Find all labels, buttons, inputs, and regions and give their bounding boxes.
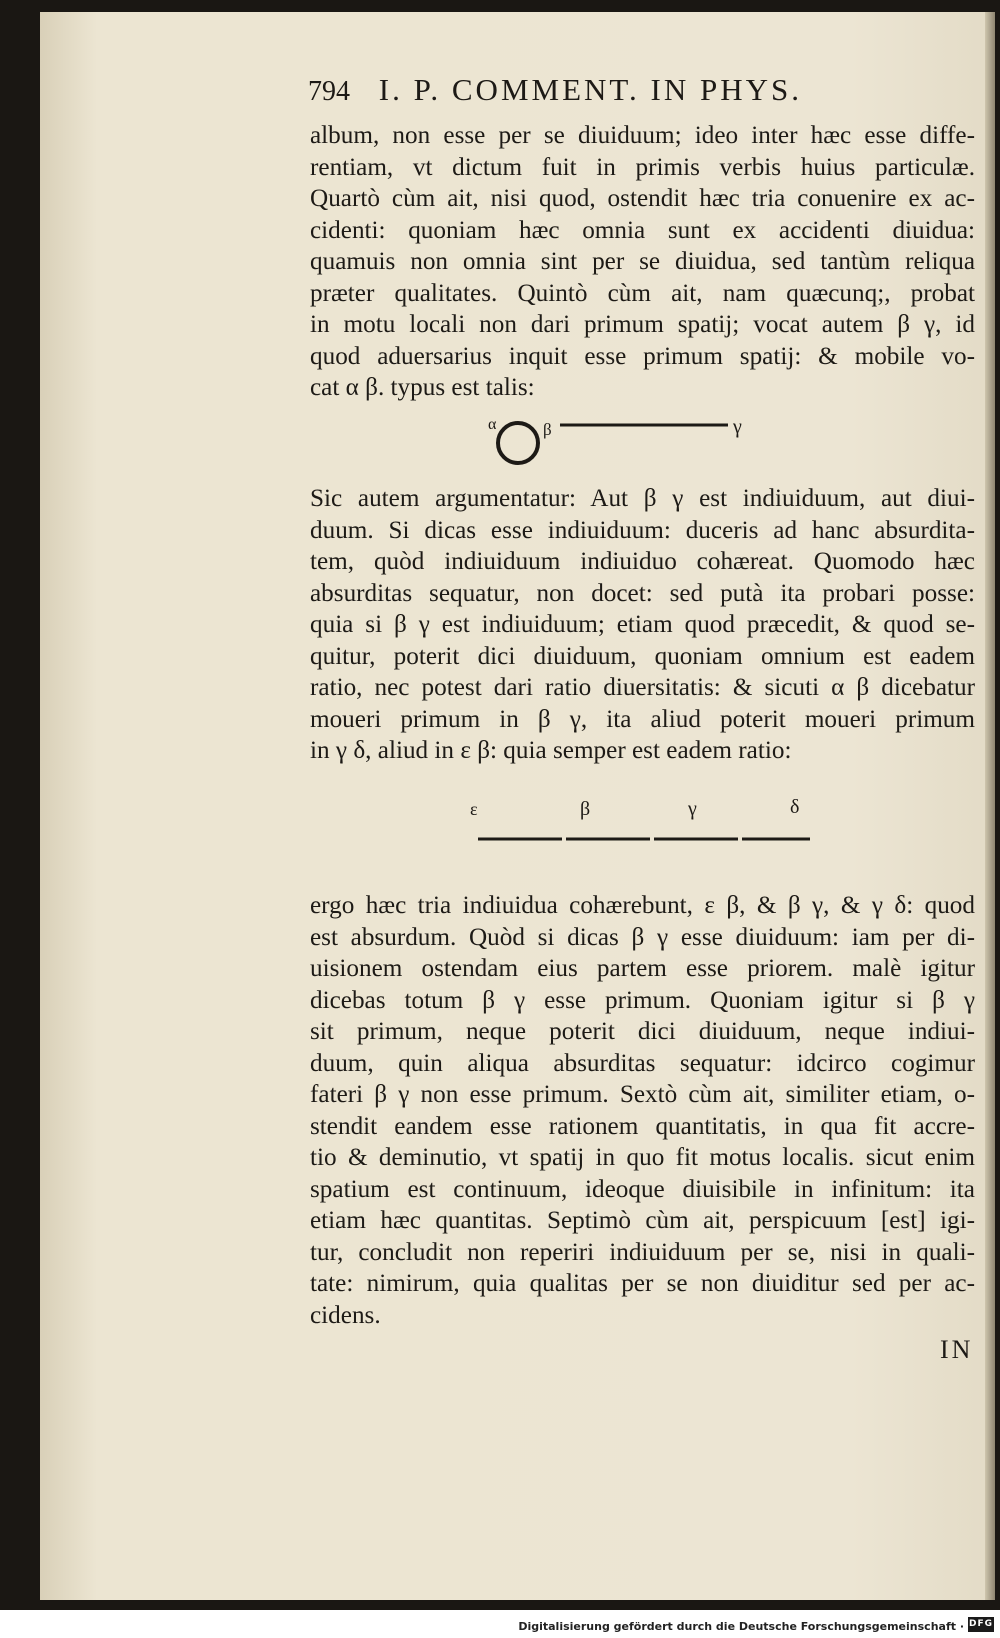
catchword: IN [940,1335,974,1364]
text-line: in motu locali non dari primum spatij; vocat autem β γ, id [310,311,975,338]
diagram-label-beta: β [543,420,552,439]
text-line: tio & deminutio, vt spatij in quo fit motus localis. sicut enim [310,1144,975,1171]
text-line: fateri β γ non esse primum. Sextò cùm ait, similiter etiam, o- [310,1081,975,1108]
diagram-mobile-and-space [488,413,808,473]
diagram-label-gamma: γ [733,416,742,438]
text-line: cidens. [310,1301,381,1329]
diagram-label-gamma: γ [688,798,697,820]
text-line: rentiam, vt dictum fuit in primis verbis huius particulæ. [310,153,975,181]
running-header [308,72,908,108]
text-line: quitur, poterit dici diuiduum, quoniam omnium est eadem [310,642,975,670]
text-line: duum. Si dicas esse indiuiduum: duceris ad hanc absurdita- [310,516,975,544]
text-line: in γ δ, aliud in ε β: quia semper est eadem ratio: [310,737,792,764]
text-line: album, non esse per se diuiduum; ideo inter hæc esse diffe- [310,122,975,149]
text-line: absurditas sequatur, non docet: sed putà ita probari posse: [310,579,975,607]
text-line: quamuis non omnia sint per se diuidua, sed tantùm reliqua [310,248,975,275]
text-line: sit primum, neque poterit dici diuiduum, neque indiui- [310,1018,975,1045]
text-line: est absurdum. Quòd si dicas β γ esse diuiduum: iam per di- [310,923,975,951]
text-line: tem, quòd indiuiduum indiuiduo cohæreat. Quomodo hæc [310,548,975,575]
text-line: quod aduersarius inquit esse primum spatij: & mobile vo- [310,342,975,370]
funding-note: Digitalisierung gefördert durch die Deutsche Forschungsgemeinschaft · [518,1620,964,1633]
text-line: spatium est continuum, ideoque diuisibile in infinitum: ita [310,1175,975,1203]
text-line: cat α β. typus est talis: [310,374,535,401]
diagram-label-epsilon: ε [470,799,478,819]
text-line: dicebas totum β γ esse primum. Quoniam igitur si β γ [310,986,975,1014]
text-line: tur, concludit non reperiri indiuiduum per se, nisi in quali- [310,1238,975,1266]
mobile-circle [498,423,538,463]
text-block-3 [310,890,975,1331]
page-number: 794 [308,76,350,107]
text-line: præter qualitates. Quintò cùm ait, nam quæcunq;, probat [310,279,975,307]
text-line: quia si β γ est indiuiduum; etiam quod præcedit, & quod se- [310,611,975,638]
text-line: ratio, nec potest dari ratio diuersitatis: & sicuti α β dicebatur [310,674,975,701]
text-block-2 [310,483,975,767]
text-line: cidenti: quoniam hæc omnia sunt ex accidenti diuidua: [310,216,975,244]
text-line: etiam hæc quantitas. Septimò cùm ait, perspicuum [est] igi- [310,1207,975,1234]
diagram-label-delta: δ [790,796,800,818]
diagram-label-beta: β [580,798,591,820]
text-line: Sic autem argumentatur: Aut β γ est indiuiduum, aut diui- [310,485,975,512]
diagram-segments [470,795,830,851]
text-line: tate: nimirum, quia qualitas per se non diuiditur sed per ac- [310,1270,975,1297]
diagram-label-alpha: α [488,416,497,433]
text-line: duum, quin aliqua absurditas sequatur: idcirco cogimur [310,1049,975,1077]
text-line: ergo hæc tria indiuidua cohærebunt, ε β, & β γ, & γ δ: quod [310,892,975,919]
text-line: uisionem ostendam eius partem esse priorem. malè igitur [310,955,975,982]
text-line: moueri primum in β γ, ita aliud poterit moueri primum [310,705,975,733]
running-title: I. P. COMMENT. IN PHYS. [378,72,802,107]
digitization-footer [0,1612,1000,1638]
page-edge [985,12,995,1600]
text-block-1 [310,120,975,404]
dfg-logo: DFG [968,1617,994,1632]
text-line: Quartò cùm ait, nisi quod, ostendit hæc tria conuenire ex ac- [310,185,975,212]
text-line: stendit eandem esse rationem quantitatis, in qua fit accre- [310,1112,975,1140]
